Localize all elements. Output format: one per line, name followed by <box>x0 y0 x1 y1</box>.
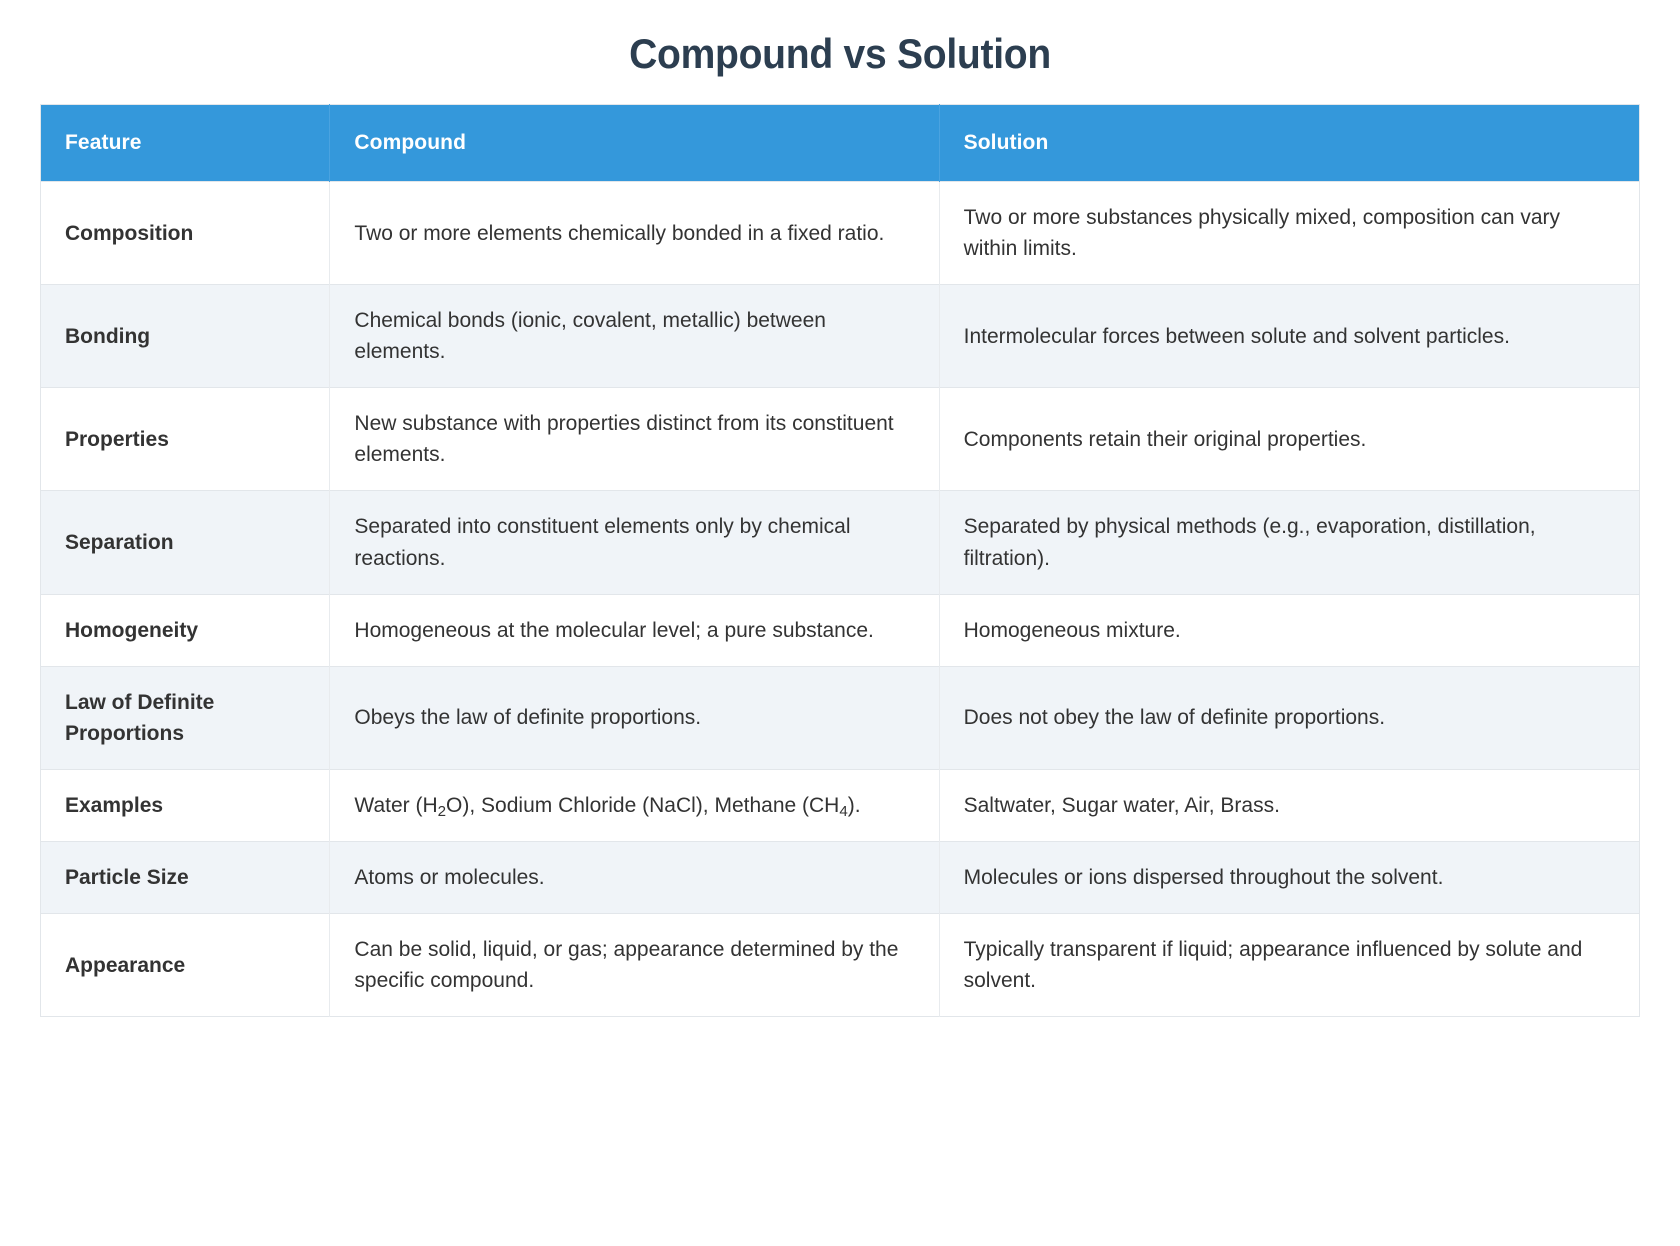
page-title: Compound vs Solution <box>629 30 1051 77</box>
solution-cell: Two or more substances physically mixed, composition can vary within limits. <box>939 182 1639 285</box>
compound-cell: Obeys the law of definite proportions. <box>330 666 939 769</box>
table-row <box>41 769 1640 841</box>
feature-cell: Law of Definite Proportions <box>41 666 330 769</box>
comparison-table-container <box>40 104 1640 1017</box>
feature-cell: Properties <box>41 388 330 491</box>
table-row <box>41 491 1640 594</box>
solution-cell: Intermolecular forces between solute and solvent particles. <box>939 285 1639 388</box>
solution-cell: Components retain their original properties. <box>939 388 1639 491</box>
table-row <box>41 841 1640 913</box>
solution-cell: Saltwater, Sugar water, Air, Brass. <box>939 769 1639 841</box>
feature-cell: Homogeneity <box>41 594 330 666</box>
feature-cell: Examples <box>41 769 330 841</box>
solution-cell: Separated by physical methods (e.g., evaporation, distillation, filtration). <box>939 491 1639 594</box>
solution-cell: Typically transparent if liquid; appearance influenced by solute and solvent. <box>939 914 1639 1017</box>
feature-cell: Particle Size <box>41 841 330 913</box>
solution-cell: Does not obey the law of definite proportions. <box>939 666 1639 769</box>
solution-cell: Molecules or ions dispersed throughout the solvent. <box>939 841 1639 913</box>
table-row <box>41 594 1640 666</box>
table-row <box>41 388 1640 491</box>
compound-cell: Can be solid, liquid, or gas; appearance determined by the specific compound. <box>330 914 939 1017</box>
compound-cell: Chemical bonds (ionic, covalent, metallic) between elements. <box>330 285 939 388</box>
compound-cell: Atoms or molecules. <box>330 841 939 913</box>
column-header-feature[interactable]: Feature <box>41 105 330 182</box>
comparison-table <box>40 104 1640 1017</box>
table-row <box>41 666 1640 769</box>
solution-cell: Homogeneous mixture. <box>939 594 1639 666</box>
compound-cell: Separated into constituent elements only by chemical reactions. <box>330 491 939 594</box>
table-row <box>41 914 1640 1017</box>
table-body <box>41 182 1640 1017</box>
table-header-row <box>41 105 1640 182</box>
table-row <box>41 182 1640 285</box>
compound-cell: Homogeneous at the molecular level; a pure substance. <box>330 594 939 666</box>
feature-cell: Bonding <box>41 285 330 388</box>
compound-cell: New substance with properties distinct from its constituent elements. <box>330 388 939 491</box>
feature-cell: Separation <box>41 491 330 594</box>
column-header-solution[interactable]: Solution <box>939 105 1639 182</box>
column-header-compound[interactable]: Compound <box>330 105 939 182</box>
table-row <box>41 285 1640 388</box>
table-header <box>41 105 1640 182</box>
feature-cell: Appearance <box>41 914 330 1017</box>
compound-cell: Water $(H_2O)$, Sodium Chloride (NaCl), Methane $(CH_4)$. <box>330 769 939 841</box>
compound-cell: Two or more elements chemically bonded in a fixed ratio. <box>330 182 939 285</box>
feature-cell: Composition <box>41 182 330 285</box>
